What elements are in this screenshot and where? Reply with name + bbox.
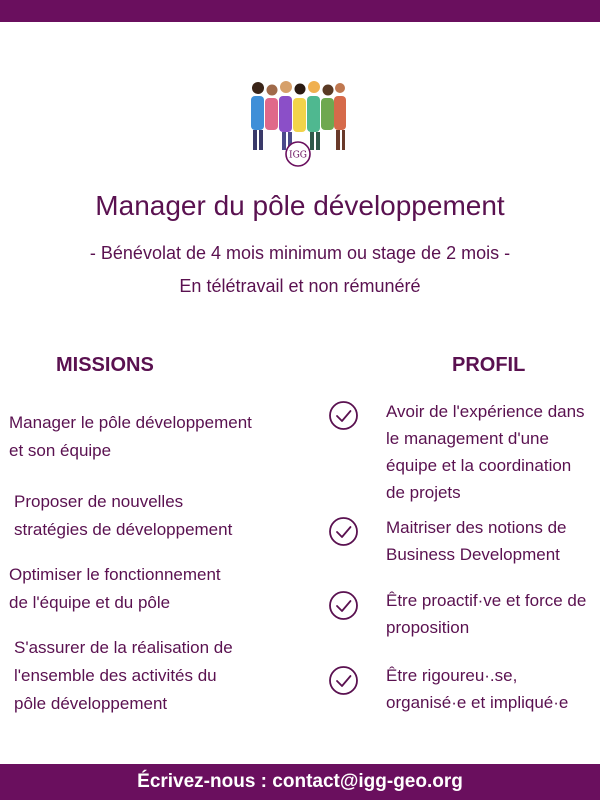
- mission-line: S'assurer de la réalisation de: [14, 638, 233, 657]
- check-circle-icon: [328, 665, 359, 696]
- contact-footer[interactable]: [0, 764, 600, 800]
- mission-item: [9, 561, 221, 617]
- profil-item: [386, 398, 585, 506]
- profil-item: [386, 662, 568, 716]
- contact-text[interactable]: Écrivez-nous : contact@igg-geo.org: [137, 771, 463, 792]
- profil-line: organisé·e et impliqué·e: [386, 693, 569, 712]
- profil-line: proposition: [386, 618, 470, 637]
- profil-heading: PROFIL: [452, 354, 526, 376]
- mission-line: Manager le pôle développement: [9, 413, 252, 432]
- profil-line: Être rigoureu·.se,: [386, 666, 518, 685]
- mission-line: et son équipe: [9, 441, 112, 460]
- profil-line: Être proactif·ve et force de: [386, 591, 587, 610]
- profil-line: Business Development: [386, 545, 560, 564]
- mission-item: [9, 409, 252, 465]
- profil-line: le management d'une: [386, 429, 549, 448]
- profil-item: [386, 587, 586, 641]
- profil-line: Avoir de l'expérience dans: [386, 402, 585, 421]
- page-title: Manager du pôle développement: [95, 190, 505, 221]
- profil-item: [386, 514, 566, 568]
- check-circle-icon: [328, 400, 359, 431]
- subtitle-duration: - Bénévolat de 4 mois minimum ou stage de 2 mois -: [89, 243, 511, 263]
- mission-line: de l'équipe et du pôle: [9, 593, 171, 612]
- logo-text: IGG: [289, 150, 307, 161]
- missions-heading: MISSIONS: [56, 354, 154, 376]
- mission-item: [14, 488, 232, 544]
- igg-logo: [238, 76, 358, 168]
- mission-line: Optimiser le fonctionnement: [9, 565, 221, 584]
- profil-line: de projets: [386, 483, 461, 502]
- mission-line: pôle développement: [14, 694, 168, 713]
- profil-line: équipe et la coordination: [386, 456, 572, 475]
- mission-line: l'ensemble des activités du: [14, 666, 217, 685]
- profil-line: Maitriser des notions de: [386, 518, 567, 537]
- mission-item: [14, 634, 233, 718]
- check-circle-icon: [328, 590, 359, 621]
- group-of-people-logo-icon: [238, 76, 358, 168]
- top-banner-bar: [0, 0, 600, 22]
- check-circle-icon: [328, 516, 359, 547]
- subtitle-conditions: En télétravail et non rémunéré: [179, 276, 421, 296]
- mission-line: Proposer de nouvelles: [14, 492, 184, 511]
- mission-line: stratégies de développement: [14, 520, 233, 539]
